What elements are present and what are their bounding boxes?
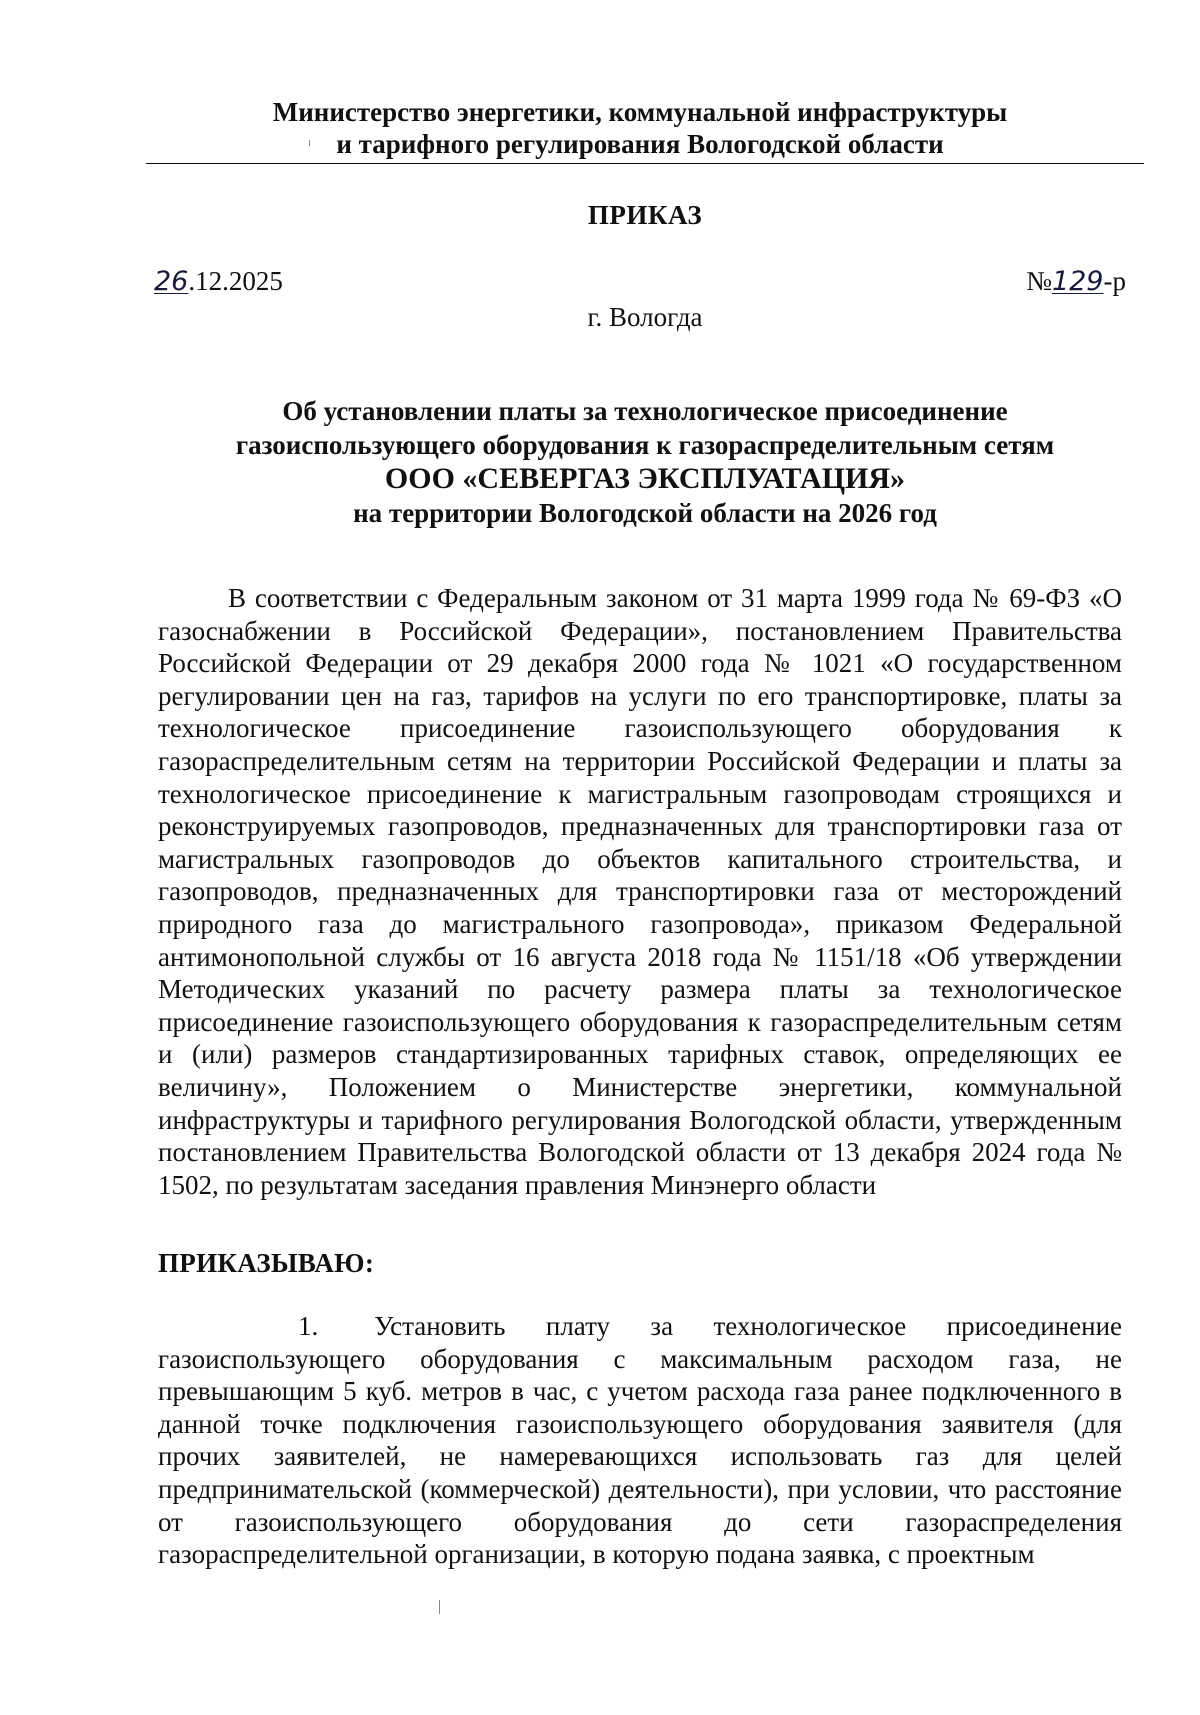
ministry-header	[150, 96, 1130, 160]
number-suffix: -р	[1103, 266, 1126, 296]
number-handwritten: 129	[1051, 266, 1104, 297]
document-type: ПРИКАЗ	[587, 200, 703, 230]
title-line-4: на территории Вологодской области на 2026 год	[353, 498, 937, 528]
item-number: 1.	[298, 1311, 319, 1341]
order-item-1	[158, 1310, 1122, 1571]
number-prefix: №	[1026, 266, 1052, 296]
title-line-2: газоиспользующего оборудования к газораспределительным сетям	[235, 430, 1055, 460]
document-date	[154, 266, 283, 297]
title-line-3: ООО «СЕВЕРГАЗ ЭКСПЛУАТАЦИЯ»	[384, 462, 906, 495]
date-rest: .12.2025	[188, 266, 283, 296]
preamble-paragraph: В соответствии с Федеральным законом от 31 марта 1999 года № 69-ФЗ «О газоснабжении в Российской Федерации», постановлением Правительства Российской Федерации от 29 декабря 2000 года № 1021 «О государственном регулировании цен на газ, тарифов на услуги по его транспортировке, платы за технологическое присоединение газоиспользующего оборудования к газораспределительным сетям на территории Российской Федерации и платы за технологическое присоединение к магистральным газопроводам строящихся и реконструируемых газопроводов, предназначенных для транспортировки газа от магистральных газопроводов до объектов капитального строительства, и газопроводов, предназначенных для транспортировки газа от месторождений природного газа до магистрального газопровода», приказом Федеральной антимонопольной службы от 16 августа 2018 года № 1151/18 «Об утверждении Методических указаний по расчету размера платы за технологическое присоединение газоиспользующего оборудования к газораспределительным сетям и (или) размеров стандартизированных тарифных ставок, определяющих ее величину», Положением о Министерстве энергетики, коммунальной инфраструктуры и тарифного регулирования Вологодской области, утвержденным постановлением Правительства Вологодской области от 13 декабря 2024 года № 1502, по результатам заседания правления Минэнерго области	[158, 583, 1122, 1200]
header-rule	[146, 163, 1144, 164]
scan-speck	[439, 1600, 440, 1614]
document-title	[150, 394, 1140, 530]
date-handwritten: 26	[154, 266, 189, 297]
title-line-1: Об установлении платы за технологическое присоединение	[282, 396, 1008, 426]
document-city: г. Вологда	[587, 302, 703, 332]
ministry-line-2: и тарифного регулирования Вологодской области	[336, 129, 944, 159]
order-word: ПРИКАЗЫВАЮ:	[158, 1248, 375, 1278]
document-number	[1026, 266, 1126, 297]
ministry-line-1: Министерство энергетики, коммунальной инфраструктуры	[272, 97, 1008, 127]
scan-speck	[309, 140, 310, 146]
item-text: Установить плату за технологическое присоединение газоиспользующего оборудования с максимальным расходом газа, не превышающим 5 куб. метров в час, с учетом расхода газа ранее подключенного в данной точке подключения газоиспользующего оборудования заявителя (для прочих заявителей, не намеревающихся использовать газ для целей предпринимательской (коммерческой) деятельности), при условии, что расстояние от газоиспользующего оборудования до сети газораспределения газораспределительной организации, в которую подана заявка, с проектным	[158, 1311, 1122, 1570]
